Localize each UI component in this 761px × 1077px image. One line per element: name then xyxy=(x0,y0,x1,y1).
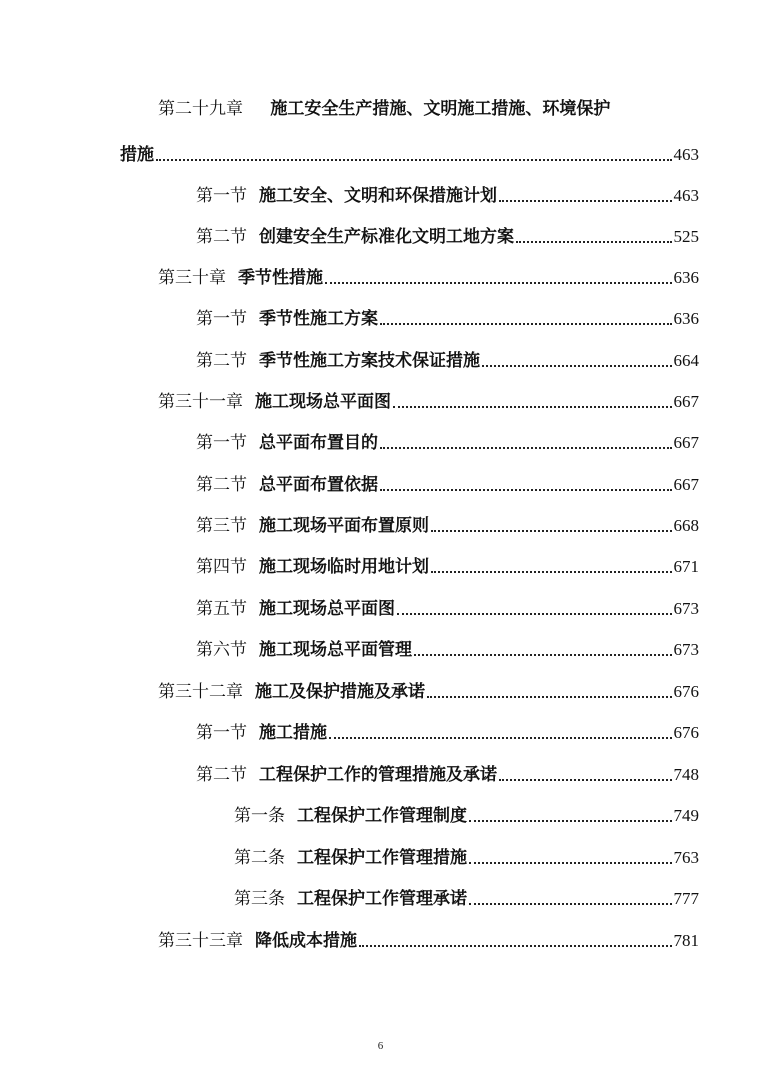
toc-entry xyxy=(158,675,699,703)
entry-number: 第三十二章 xyxy=(158,682,243,702)
entry-number: 第四节 xyxy=(196,557,247,577)
page-number: 676 xyxy=(673,682,699,701)
leader-dots xyxy=(414,654,672,656)
leader-dots xyxy=(431,530,672,532)
entry-title: 季节性施工方案技术保证措施 xyxy=(259,351,480,371)
leader-dots xyxy=(469,820,672,822)
toc-entry xyxy=(196,758,699,786)
entry-number: 第三十三章 xyxy=(158,931,243,951)
entry-title: 工程保护工作管理措施 xyxy=(297,848,467,868)
entry-number: 第二节 xyxy=(196,765,247,785)
page-number: 777 xyxy=(673,889,699,908)
leader-dots xyxy=(393,406,672,408)
entry-title: 总平面布置依据 xyxy=(259,475,378,495)
leader-dots xyxy=(380,323,672,325)
leader-dots xyxy=(380,447,672,449)
page-footer-number: 6 xyxy=(377,1040,384,1052)
entry-number: 第二节 xyxy=(196,227,247,247)
leader-dots xyxy=(482,365,672,367)
leader-dots xyxy=(499,779,672,781)
page-number: 748 xyxy=(673,765,699,784)
entry-number: 第一节 xyxy=(196,433,247,453)
page-number: 667 xyxy=(673,392,699,411)
toc-entry xyxy=(196,179,699,207)
entry-title: 施工现场总平面图 xyxy=(255,392,391,412)
leader-dots xyxy=(329,737,672,739)
entry-title: 工程保护工作管理承诺 xyxy=(297,889,467,909)
chapter-title: 施工安全生产措施、文明施工措施、环境保护 xyxy=(270,99,611,119)
entry-title: 工程保护工作管理制度 xyxy=(297,806,467,826)
page-number: 463 xyxy=(673,145,699,164)
entry-title: 施工现场总平面图 xyxy=(259,599,395,619)
toc-entry xyxy=(158,385,699,413)
page-number: 763 xyxy=(673,848,699,867)
leader-dots xyxy=(469,903,672,905)
toc-entry xyxy=(196,633,699,661)
leader-dots xyxy=(380,489,672,491)
leader-dots xyxy=(359,945,672,947)
entry-title: 工程保护工作的管理措施及承诺 xyxy=(259,765,497,785)
toc-entry xyxy=(196,509,699,537)
leader-dots xyxy=(397,613,672,615)
page-number: 664 xyxy=(673,351,699,370)
leader-dots xyxy=(156,159,672,161)
entry-title: 季节性施工方案 xyxy=(259,309,378,329)
toc-chapter-29-line2 xyxy=(120,138,699,166)
entry-title: 施工现场总平面管理 xyxy=(259,640,412,660)
page-number: 673 xyxy=(673,599,699,618)
leader-dots xyxy=(469,862,672,864)
entry-title: 施工现场平面布置原则 xyxy=(259,516,429,536)
chapter-title-continued: 措施 xyxy=(120,145,154,165)
leader-dots xyxy=(516,241,672,243)
entry-number: 第三十一章 xyxy=(158,392,243,412)
page-number: 667 xyxy=(673,433,699,452)
entry-title: 施工及保护措施及承诺 xyxy=(255,682,425,702)
page-number: 781 xyxy=(673,931,699,950)
toc-entry xyxy=(196,426,699,454)
toc-chapter-29-line1 xyxy=(158,98,610,120)
entry-title: 总平面布置目的 xyxy=(259,433,378,453)
page-number: 671 xyxy=(673,557,699,576)
toc-entry xyxy=(196,716,699,744)
page-number: 525 xyxy=(673,227,699,246)
leader-dots xyxy=(427,696,672,698)
page-number: 463 xyxy=(673,186,699,205)
leader-dots xyxy=(431,571,672,573)
entry-title: 施工措施 xyxy=(259,723,327,743)
page-number: 636 xyxy=(673,268,699,287)
entry-number: 第二节 xyxy=(196,351,247,371)
page-number: 668 xyxy=(673,516,699,535)
entry-number: 第三十章 xyxy=(158,268,226,288)
chapter-number: 第二十九章 xyxy=(158,99,243,119)
page-number: 676 xyxy=(673,723,699,742)
entry-number: 第二条 xyxy=(234,848,285,868)
toc-entry xyxy=(196,302,699,330)
entry-number: 第三条 xyxy=(234,889,285,909)
page-number: 636 xyxy=(673,309,699,328)
leader-dots xyxy=(325,282,672,284)
toc-entry xyxy=(234,841,699,869)
toc-entry xyxy=(196,592,699,620)
entry-number: 第二节 xyxy=(196,475,247,495)
entry-number: 第三节 xyxy=(196,516,247,536)
entry-title: 创建安全生产标准化文明工地方案 xyxy=(259,227,514,247)
entry-number: 第一节 xyxy=(196,186,247,206)
leader-dots xyxy=(499,200,672,202)
entry-number: 第一节 xyxy=(196,723,247,743)
toc-entry xyxy=(196,550,699,578)
entry-number: 第五节 xyxy=(196,599,247,619)
toc-entry xyxy=(234,882,699,910)
page-number: 667 xyxy=(673,475,699,494)
toc-entry xyxy=(196,220,699,248)
page-number: 673 xyxy=(673,640,699,659)
entry-title: 施工安全、文明和环保措施计划 xyxy=(259,186,497,206)
entry-number: 第一节 xyxy=(196,309,247,329)
toc-entry xyxy=(196,468,699,496)
entry-number: 第六节 xyxy=(196,640,247,660)
toc-entry xyxy=(234,799,699,827)
toc-entry xyxy=(158,261,699,289)
toc-entry xyxy=(158,924,699,952)
entry-title: 季节性措施 xyxy=(238,268,323,288)
toc-entry xyxy=(196,344,699,372)
entry-number: 第一条 xyxy=(234,806,285,826)
page-number: 749 xyxy=(673,806,699,825)
entry-title: 施工现场临时用地计划 xyxy=(259,557,429,577)
entry-title: 降低成本措施 xyxy=(255,931,357,951)
